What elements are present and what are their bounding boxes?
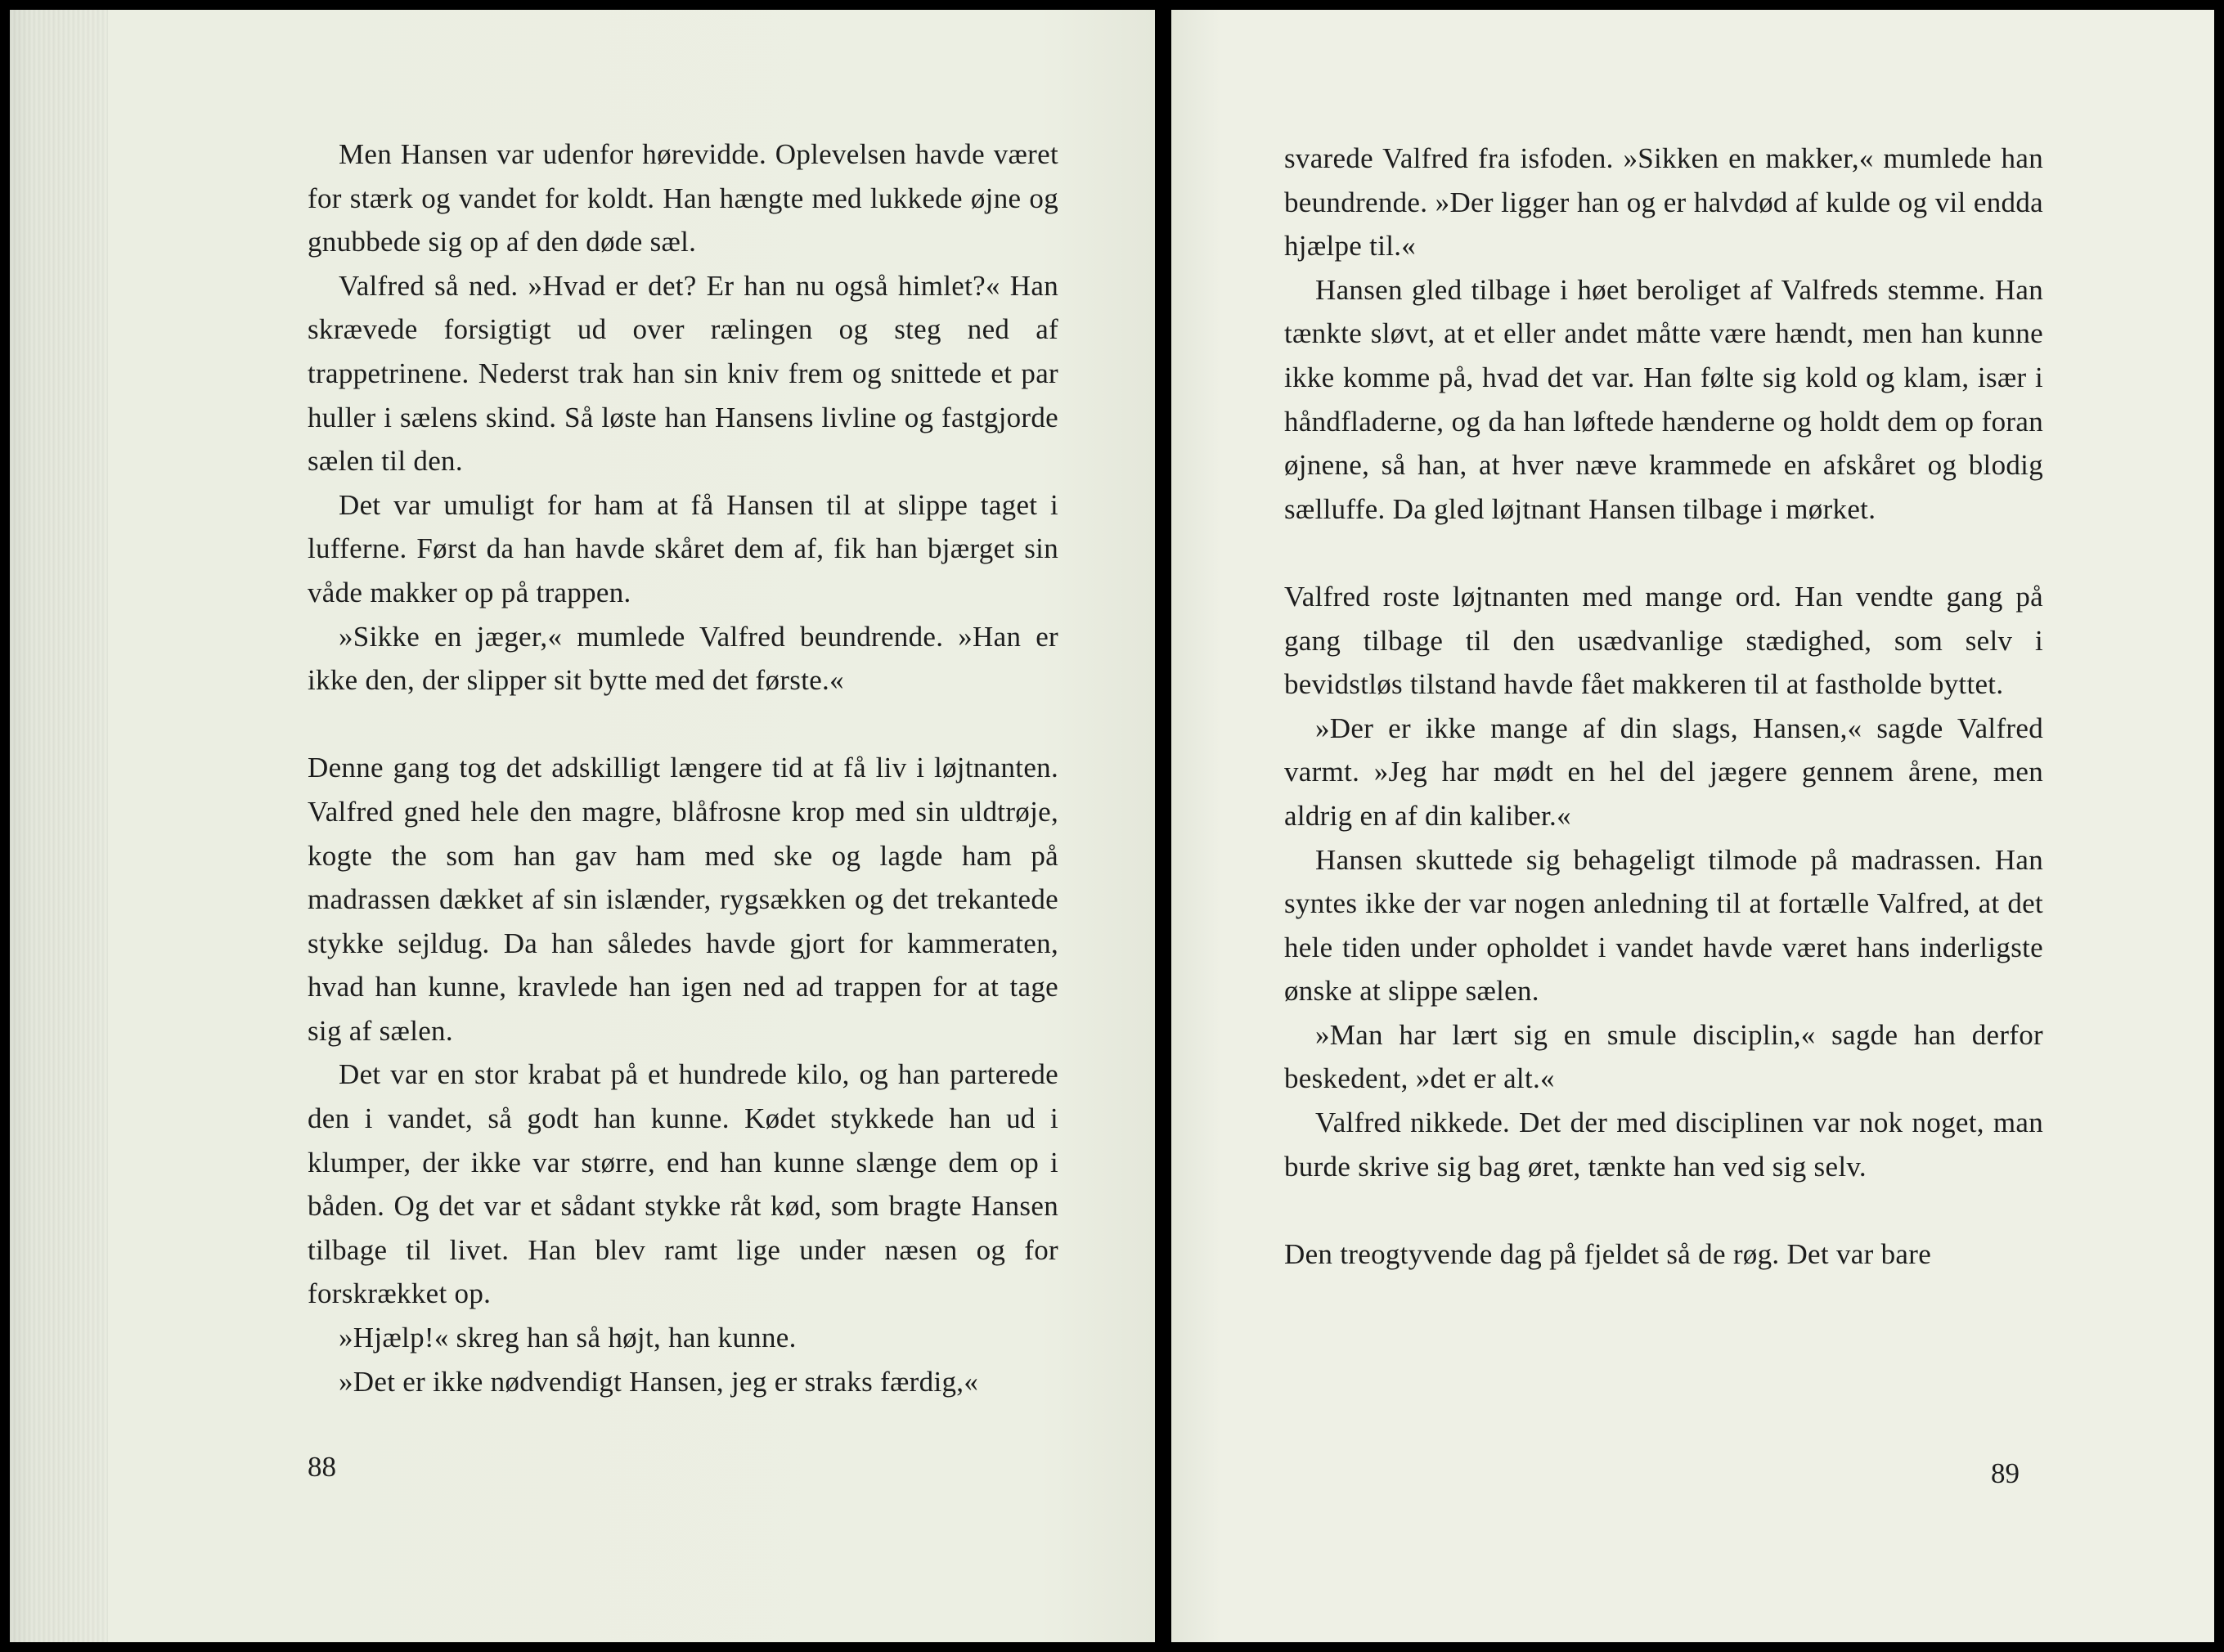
- paragraph: Det var umuligt for ham at få Hansen til at slippe taget i lufferne. Først da han havde skåret dem af, fik han bjærget sin våde makker op på trappen.: [308, 488, 1058, 608]
- section-break: [1284, 531, 2043, 575]
- paragraph: Valfred roste løjtnanten med mange ord. Han vendte gang på gang tilbage til den usædvanlige stædighed, som selv i bevidstløs tilstand havde fået makkeren til at fastholde byttet.: [1284, 580, 2043, 701]
- paragraph: Det var en stor krabat på et hundrede kilo, og han parterede den i vandet, så godt han kunne. Kødet stykkede han ud i klumper, der ikke var større, end han kunne slænge dem op i båden. Og det var et sådant stykke råt kød, som bragte Hansen tilbage til livet. Han blev ramt lige under næsen og for forskrækket op.: [308, 1058, 1058, 1310]
- paragraph: Men Hansen var udenfor hørevidde. Oplevelsen havde været for stærk og vandet for koldt. Han hængte med lukkede øjne og gnubbede sig op af den døde sæl.: [308, 138, 1058, 258]
- left-page-text: [308, 132, 1058, 1403]
- paragraph: Valfred nikkede. Det der med disciplinen var nok noget, man burde skrive sig bag øret, tænkte han ved sig selv.: [1284, 1107, 2043, 1183]
- paragraph: »Hjælp!« skreg han så højt, han kunne.: [339, 1322, 797, 1354]
- paragraph: Hansen skuttede sig behageligt tilmode på madrassen. Han syntes ikke der var nogen anledning til at fortælle Valfred, at det hele tiden under opholdet i vandet havde været hans inderligste ønske at slippe sælen.: [1284, 843, 2043, 1008]
- left-page: [10, 10, 1155, 1642]
- paragraph: »Det er ikke nødvendigt Hansen, jeg er straks færdig,«: [339, 1365, 979, 1398]
- page-number: 89: [1991, 1457, 2020, 1489]
- paragraph: Den treogtyvende dag på fjeldet så de røg. Det var bare: [1284, 1237, 1932, 1270]
- section-break: [1284, 1188, 2043, 1232]
- paragraph: »Der er ikke mange af din slags, Hansen,« sagde Valfred varmt. »Jeg har mødt en hel del jægere gennem årene, men aldrig en af din kaliber.«: [1284, 712, 2043, 832]
- right-page-text: [1284, 137, 2043, 1276]
- right-page: [1171, 10, 2214, 1642]
- paragraph: »Sikke en jæger,« mumlede Valfred beundrende. »Han er ikke den, der slipper sit bytte med det første.«: [308, 620, 1058, 697]
- page-number: 88: [308, 1451, 336, 1483]
- paragraph: svarede Valfred fra isfoden. »Sikken en makker,« mumlede han beundrende. »Der ligger han og er halvdød af kulde og vil endda hjælpe til.«: [1284, 142, 2043, 263]
- paragraph: Hansen gled tilbage i høet beroliget af Valfreds stemme. Han tænkte sløvt, at et eller andet måtte være hændt, men han kunne ikke komme på, hvad det var. Han følte sig kold og klam, især i håndfladerne, og da han løftede hænderne og holdt dem op foran øjnene, så han, at hver næve krammede en afskåret og blodig sælluffe. Da gled løjtnant Hansen tilbage i mørket.: [1284, 273, 2043, 525]
- paragraph: Denne gang tog det adskilligt længere tid at få liv i løjtnanten. Valfred gned hele den magre, blåfrosne krop med sin uldtrøje, kogte the som han gav ham med ske og lagde ham på madrassen dækket af sin islænder, rygsækken og det trekantede stykke sejldug. Da han således havde gjort for kammeraten, hvad han kunne, kravlede han igen ned ad trappen for at tage sig af sælen.: [308, 752, 1058, 1047]
- section-break: [308, 703, 1058, 747]
- paragraph: »Man har lært sig en smule disciplin,« sagde han derfor beskedent, »det er alt.«: [1284, 1018, 2043, 1095]
- paragraph: Valfred så ned. »Hvad er det? Er han nu også himlet?« Han skrævede forsigtigt ud over rælingen og steg ned af trappetrinene. Nederst trak han sin kniv frem og snittede et par huller i sælens skind. Så løste han Hansens livline og fastgjorde sælen til den.: [308, 269, 1058, 478]
- page-edge-shadow: [10, 10, 108, 1642]
